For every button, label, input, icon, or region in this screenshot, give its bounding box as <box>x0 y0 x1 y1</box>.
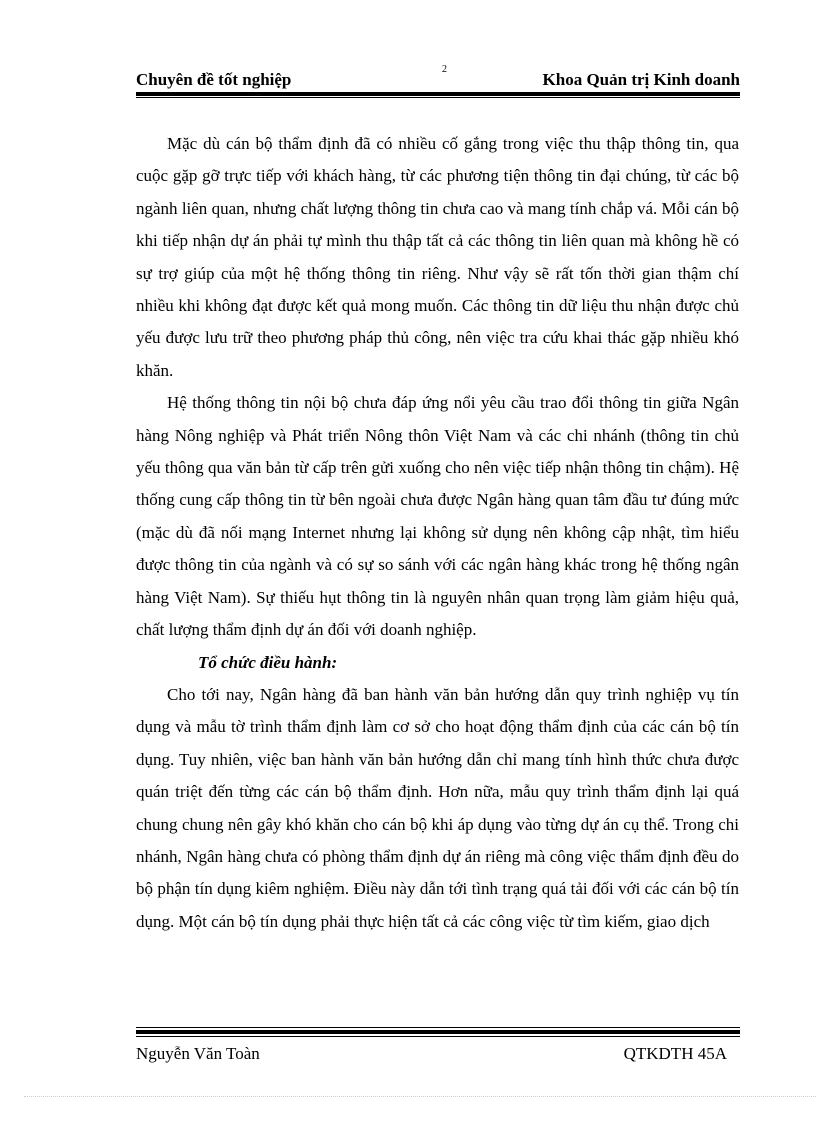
document-body <box>136 128 739 938</box>
header-document-type: Chuyên đề tốt nghiệp <box>136 70 292 89</box>
footer-rule-thin-top <box>136 1027 740 1028</box>
section-heading: Tổ chức điều hành: <box>198 652 338 672</box>
body-paragraph: Cho tới nay, Ngân hàng đã ban hành văn bản hướng dẫn quy trình nghiệp vụ tín dụng và mẫu tờ trình thẩm định làm cơ sở cho hoạt động thẩm định của các cán bộ tín dụng. Tuy nhiên, việc ban hành văn bản hướng dẫn chỉ mang tính hình thức chưa được quán triệt đến từng các cán bộ thẩm định. Hơn nữa, mẫu quy trình thẩm định lại quá chung chung nên gây khó khăn cho cán bộ khi áp dụng vào từng dự án cụ thể. Trong chi nhánh, Ngân hàng chưa có phòng thẩm định dự án riêng mà công việc thẩm định đều do bộ phận tín dụng kiêm nghiệm. Điều này dẫn tới tình trạng quá tải đối với các cán bộ tín dụng. Một cán bộ tín dụng phải thực hiện tất cả các công việc từ tìm kiếm, giao dịch <box>136 684 739 931</box>
page-number: 2 <box>442 64 447 75</box>
footer-class-code: QTKDTH 45A <box>623 1044 727 1063</box>
page-edge-divider <box>24 1096 816 1097</box>
footer-rule-thin-bottom <box>136 1036 740 1037</box>
header-rule-thick <box>136 92 740 96</box>
footer-author: Nguyễn Văn Toàn <box>136 1044 260 1063</box>
body-paragraph: Hệ thống thông tin nội bộ chưa đáp ứng nổi yêu cầu trao đổi thông tin giữa Ngân hàng Nông nghiệp và Phát triển Nông thôn Việt Nam và các chi nhánh (thông tin chủ yếu thông qua văn bản từ cấp trên gửi xuống cho nên việc tiếp nhận thông tin chậm). Hệ thống cung cấp thông tin từ bên ngoài chưa được Ngân hàng quan tâm đầu tư đúng mức (mặc dù đã nối mạng Internet nhưng lại không sử dụng nên không cập nhật, tìm hiểu được thông tin của ngành và có sự so sánh với các ngân hàng khác trong hệ thống ngân hàng Việt Nam). Sự thiếu hụt thông tin là nguyên nhân quan trọng làm giảm hiệu quả, chất lượng thẩm định dự án đối với doanh nghiệp. <box>136 393 739 640</box>
page-header <box>136 64 740 94</box>
header-rule-thin <box>136 97 740 98</box>
body-paragraph: Mặc dù cán bộ thẩm định đã có nhiều cố gắng trong việc thu thập thông tin, qua cuộc gặp gỡ trực tiếp với khách hàng, từ các phương tiện thông tin đại chúng, từ các bộ ngành liên quan, nhưng chất lượng thông tin chưa cao và mang tính chắp vá. Mỗi cán bộ khi tiếp nhận dự án phải tự mình thu thập tất cả các thông tin liên quan mà không hề có sự trợ giúp của một hệ thống thông tin riêng. Như vậy sẽ rất tốn thời gian thậm chí nhiều khi không đạt được kết quả mong muốn. Các thông tin dữ liệu thu nhận được chủ yếu được lưu trữ theo phương pháp thủ công, nên việc tra cứu khai thác gặp nhiều khó khăn. <box>136 134 739 380</box>
footer-rule-thick <box>136 1030 740 1034</box>
header-faculty: Khoa Quản trị Kinh doanh <box>542 70 740 89</box>
